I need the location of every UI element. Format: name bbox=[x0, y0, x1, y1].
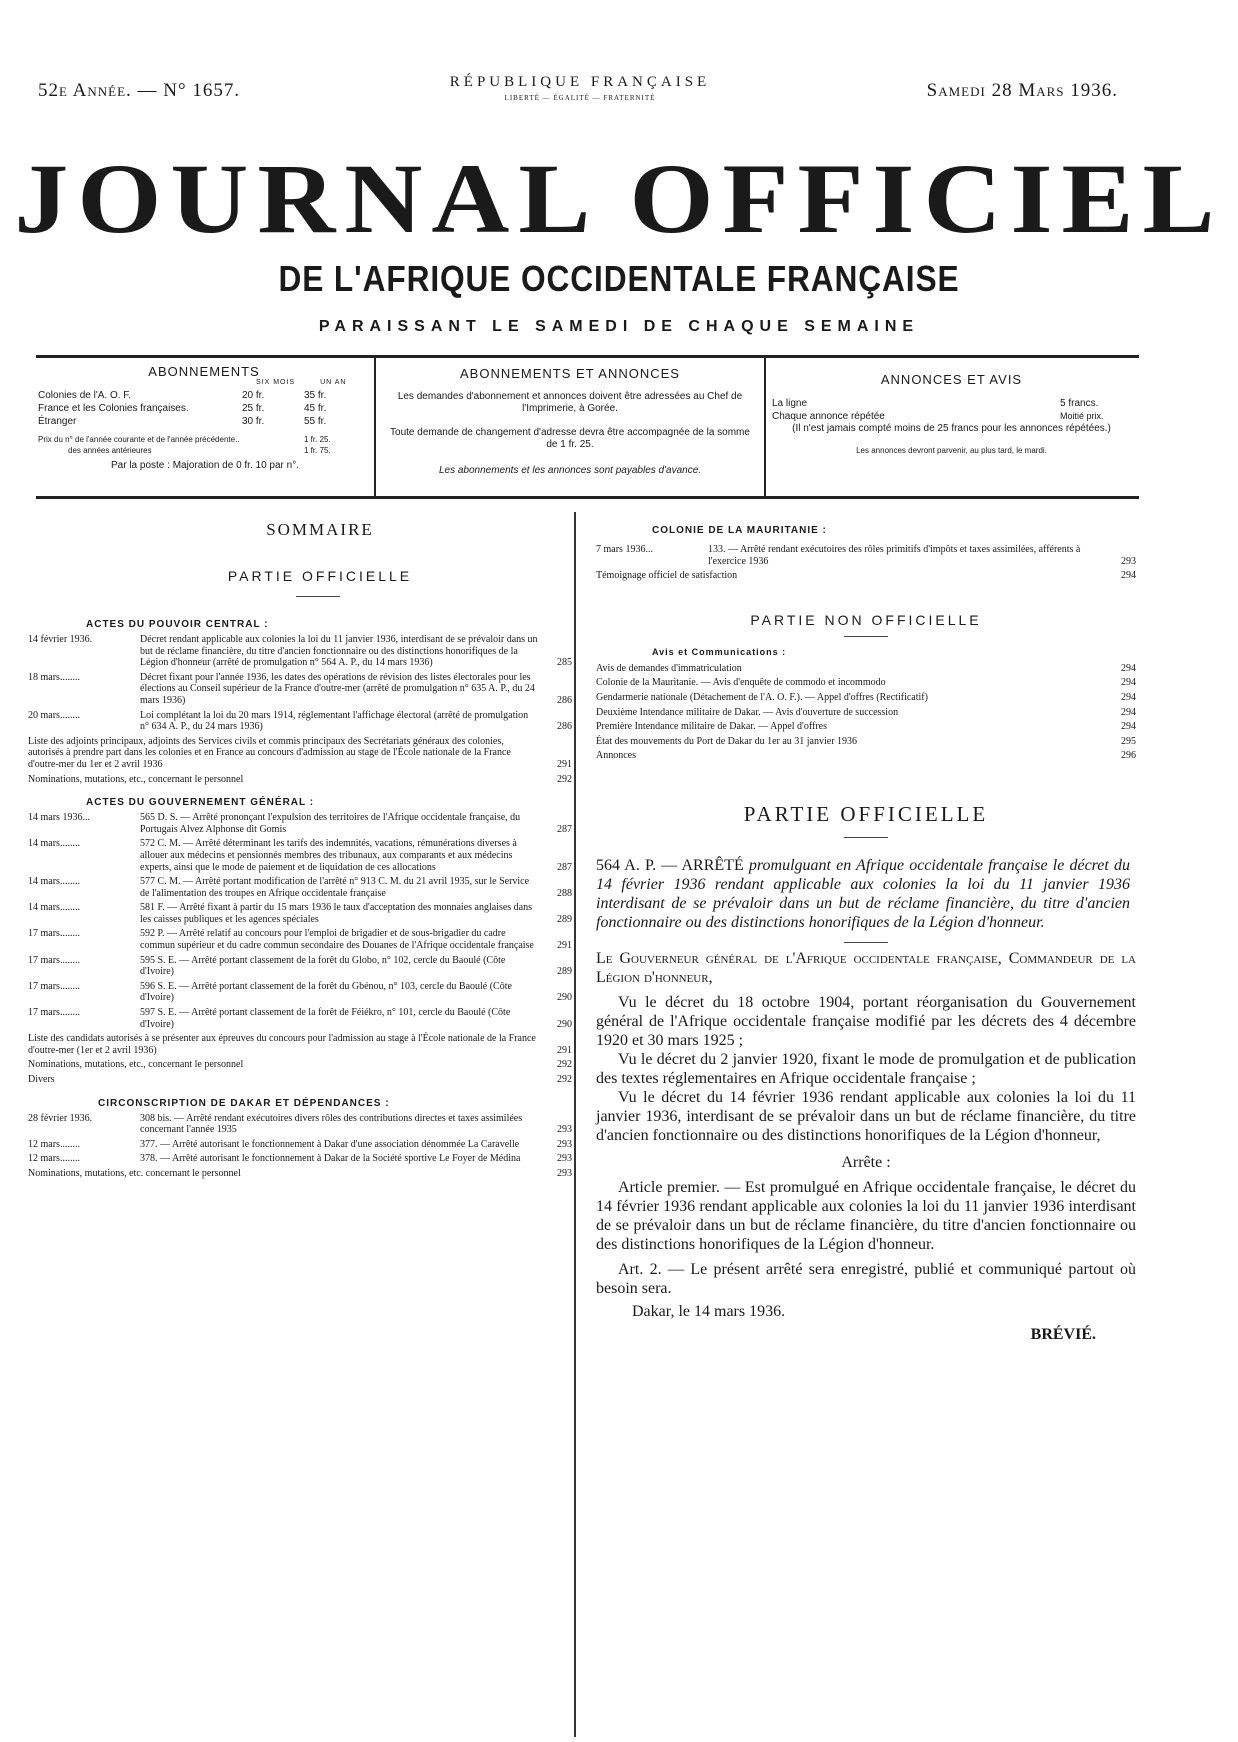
journal-subtitle: DE L'AFRIQUE OCCIDENTALE FRANÇAISE bbox=[278, 258, 960, 299]
entry-text: Liste des adjoints principaux, adjoints des Services civils et commis principaux des Secrétariats généraux des colonies, autorisés à prendre part dans les colonies et en France au concours d'admission au stage de l'École nationale de la France d'outre-mer du 1er et 2 avril 1936 bbox=[28, 735, 511, 770]
pouvoir-central-list bbox=[28, 634, 572, 785]
entry-text: Nominations, mutations, etc., concernant le personnel bbox=[28, 1059, 244, 1071]
entry-text: Nominations, mutations, etc. concernant le personnel bbox=[28, 1167, 241, 1179]
republic-label: RÉPUBLIQUE FRANÇAISE bbox=[449, 74, 711, 90]
sommaire-entry bbox=[28, 1168, 572, 1180]
place-date: Dakar, le 14 mars 1936. bbox=[632, 1302, 786, 1320]
entry-text: Deuxième Intendance militaire de Dakar. — Avis d'ouverture de succession bbox=[596, 706, 899, 718]
entry-text: Liste des candidats autorisés à se présenter aux épreuves du concours pour l'admission au stage à l'École nationale de la France d'outre-mer (1er et 2 avril 1936) bbox=[28, 1033, 536, 1056]
sommaire-entry bbox=[596, 544, 1136, 567]
entry-page: 294 bbox=[1121, 721, 1136, 733]
annonces-box bbox=[764, 358, 1139, 496]
price-current-label: Prix du n° de l'année courante et de l'année précédente.. bbox=[38, 435, 240, 444]
deadline-note: Les annonces devront parvenir, au plus tard, le mardi. bbox=[856, 446, 1047, 455]
entry-text: Avis de demandes d'immatriculation bbox=[596, 662, 742, 674]
subscription-row bbox=[38, 415, 372, 428]
sommaire-entry bbox=[28, 710, 572, 733]
subscription-band bbox=[36, 355, 1139, 499]
entry-text: Loi complétant la loi du 20 mars 1914, réglementant l'affichage électoral (arrêté de promulgation n° 634 A. P., du 24 mars 1936) bbox=[140, 709, 529, 733]
entry-text: Colonie de la Mauritanie. — Avis d'enquête de commodo et incommodo bbox=[596, 677, 886, 689]
journal-tagline: PARAISSANT LE SAMEDI DE CHAQUE SEMAINE bbox=[318, 318, 920, 335]
entry-text: 577 C. M. — Arrêté portant modification de l'arrêté n° 913 C. M. du 21 avril 1935, sur le Service de l'alimentation des troupes en Afrique occidentale française bbox=[140, 876, 530, 899]
avis-heading: Avis et Communications : bbox=[652, 646, 787, 657]
entry-date: 14 mars........ bbox=[28, 902, 80, 914]
entry-text: Nominations, mutations, etc., concernant le personnel bbox=[28, 773, 244, 785]
sommaire-title: SOMMAIRE bbox=[266, 520, 374, 539]
sommaire-entry bbox=[28, 1074, 572, 1086]
col-one-year: UN AN bbox=[320, 379, 347, 386]
row-label: Colonies de l'A. O. F. bbox=[38, 390, 132, 401]
entry-text: 378. — Arrêté autorisant le fonctionnement à Dakar de la Société sportive Le Foyer de Médina bbox=[140, 1153, 521, 1165]
arrete-label: Arrête : bbox=[841, 1153, 891, 1171]
vu-decree-1936: Vu le décret du 14 février 1936 rendant applicable aux colonies la loi du 11 janvier 1936, interdisant de se prévaloir dans un but de réclame financière, du titre d'ancien fonctionnaire ou des distinctions honorifiques de la Légion d'honneur, bbox=[596, 1088, 1136, 1144]
entry-text: 308 bis. — Arrêté rendant exécutoires divers rôles des contributions directes et taxes assimilées concernant l'année 1935 bbox=[140, 1112, 523, 1136]
entry-page: 291 bbox=[557, 1044, 572, 1056]
entry-date: 7 mars 1936... bbox=[596, 544, 653, 555]
sommaire-entry bbox=[28, 736, 572, 771]
entry-date: 14 mars 1936... bbox=[28, 812, 90, 824]
sommaire-entry bbox=[28, 1033, 572, 1056]
entry-page: 293 bbox=[1121, 555, 1136, 567]
price-current-value: 1 fr. 25. bbox=[304, 435, 331, 444]
article-ref: 564 A. P. — ARRÊTÉ bbox=[596, 856, 744, 874]
entry-page: 289 bbox=[557, 913, 572, 925]
entry-text: Gendarmerie nationale (Détachement de l'A. O. F.). — Appel d'offres (Rectificatif) bbox=[596, 691, 928, 703]
postal-surcharge: Par la poste : Majoration de 0 fr. 10 par n°. bbox=[111, 460, 299, 471]
separator bbox=[844, 942, 888, 943]
issue-date: Samedi 28 Mars 1936. bbox=[926, 80, 1118, 101]
entry-page: 290 bbox=[557, 1018, 572, 1030]
rate-value: 5 francs. bbox=[1060, 398, 1099, 409]
price-current-row bbox=[38, 434, 372, 445]
signature: BRÉVIÉ. bbox=[1030, 1325, 1096, 1343]
dakar-list bbox=[28, 1113, 572, 1180]
sommaire-entry bbox=[596, 750, 1136, 762]
sommaire-entry bbox=[596, 736, 1136, 748]
right-column bbox=[596, 525, 1136, 1344]
mauritanie-list bbox=[596, 544, 1136, 582]
entry-page: 294 bbox=[1121, 706, 1136, 718]
governor-line: Le Gouverneur général de l'Afrique occidentale française, Commandeur de la Légion d'honneur, bbox=[596, 949, 1136, 986]
sommaire-entry bbox=[596, 707, 1136, 719]
subscriptions-box bbox=[36, 358, 372, 496]
sommaire-entry bbox=[596, 677, 1136, 689]
entry-text: 565 D. S. — Arrêté prononçant l'expulsion des territoires de l'Afrique occidentale française, du Portugais Alvez Alphonse dit Gomis bbox=[140, 812, 521, 835]
entry-page: 285 bbox=[557, 657, 572, 669]
entry-date: 17 mars........ bbox=[28, 954, 80, 966]
sommaire-entry bbox=[28, 1007, 572, 1030]
gouvernement-heading: ACTES DU GOUVERNEMENT GÉNÉRAL : bbox=[86, 797, 315, 809]
sommaire-entry bbox=[28, 876, 572, 899]
entry-page: 293 bbox=[557, 1167, 572, 1179]
entry-text: 572 C. M. — Arrêté déterminant les tarifs des indemnités, vacations, rémunérations diverses à allouer aux médecins et pensionnés membres des tribunaux, aux comparants et aux médecins experts, ainsi que le mode de paiement et de liquidation de ces allocations bbox=[140, 838, 517, 873]
entry-text: 581 F. — Arrêté fixant à partir du 15 mars 1936 le taux d'acceptation des monnaies anglaises dans les caisses publiques et les agences spéciales bbox=[140, 902, 533, 925]
row-year: 55 fr. bbox=[304, 416, 327, 427]
rate-label: Chaque annonce répétée bbox=[772, 411, 885, 422]
entry-page: 296 bbox=[1121, 750, 1136, 762]
abonnements-annonces-box bbox=[374, 358, 766, 496]
pouvoir-central-heading: ACTES DU POUVOIR CENTRAL : bbox=[86, 619, 269, 630]
entry-text: Première Intendance militaire de Dakar. — Appel d'offres bbox=[596, 721, 827, 733]
subscription-column-headers bbox=[256, 379, 366, 386]
non-officielle-title: PARTIE NON OFFICIELLE bbox=[750, 611, 982, 628]
entry-date: 12 mars........ bbox=[28, 1153, 80, 1165]
entry-page: 292 bbox=[557, 1074, 572, 1085]
row-year: 35 fr. bbox=[304, 390, 327, 401]
price-older-row bbox=[38, 445, 372, 456]
sommaire-entry bbox=[596, 721, 1136, 733]
row-label: Étranger bbox=[38, 416, 77, 427]
sommaire-entry bbox=[596, 663, 1136, 675]
dakar-heading: CIRCONSCRIPTION DE DAKAR ET DÉPENDANCES : bbox=[98, 1097, 390, 1109]
entry-page: 286 bbox=[557, 694, 572, 706]
payment-notice: Les abonnements et les annonces sont payables d'avance. bbox=[438, 465, 702, 476]
entry-date: 12 mars........ bbox=[28, 1138, 80, 1150]
article-section-title: PARTIE OFFICIELLE bbox=[743, 801, 989, 826]
price-older-label: des années antérieures bbox=[68, 446, 152, 455]
annonce-rate-row bbox=[772, 397, 1131, 410]
entry-date: 17 mars........ bbox=[28, 1007, 80, 1019]
entry-text: Décret fixant pour l'année 1936, les dates des opérations de révision des listes électorales pour les élections au Conseil supérieur de la France d'outre-mer (arrêté de promulgation n° 635 A. P., du 24 mars 1936) bbox=[140, 671, 535, 706]
sommaire-entry bbox=[28, 774, 572, 786]
partie-officielle-label: PARTIE OFFICIELLE bbox=[227, 568, 413, 584]
article-1: Article premier. — Est promulgué en Afrique occidentale française, le décret du 14 février 1936 rendant applicable aux colonies la loi du 11 janvier 1936 interdisant de se prévaloir dans un but de réclame financière, du titre d'ancien fonctionnaire ou des distinctions honorifiques de la Légion d'honneur. bbox=[596, 1178, 1136, 1253]
entry-date: 20 mars........ bbox=[28, 709, 80, 721]
sommaire-entry bbox=[28, 634, 572, 669]
separator bbox=[844, 837, 888, 838]
sommaire-entry bbox=[28, 838, 572, 873]
entry-page: 291 bbox=[557, 758, 572, 770]
sommaire-entry bbox=[28, 672, 572, 707]
entry-text: 595 S. E. — Arrêté portant classement de la forêt du Globo, n° 102, cercle du Baoulé (Côte d'Ivoire) bbox=[140, 954, 506, 978]
entry-page: 293 bbox=[557, 1153, 572, 1165]
entry-date: 17 mars........ bbox=[28, 928, 80, 940]
annonce-rate-row bbox=[772, 410, 1131, 423]
vu-decree-1904: Vu le décret du 18 octobre 1904, portant réorganisation du Gouvernement général de l'Afrique occidentale française modifié par les décrets des 4 décembre 1920 et 30 mars 1925 ; bbox=[596, 993, 1136, 1049]
article-2: Art. 2. — Le présent arrêté sera enregistré, publié et communiqué partout où besoin sera. bbox=[596, 1260, 1136, 1297]
entry-text: 133. — Arrêté rendant exécutoires des rôles primitifs d'impôts et taxes assimilées, afférents à l'exercice 1936 bbox=[708, 544, 1081, 567]
republic-motto: LIBERTÉ — ÉGALITÉ — FRATERNITÉ bbox=[504, 94, 656, 102]
entry-date: 28 février 1936. bbox=[28, 1112, 93, 1124]
entry-page: 294 bbox=[1121, 677, 1136, 689]
sommaire-column bbox=[28, 520, 572, 1183]
subscription-row bbox=[38, 389, 372, 402]
entry-date: 14 février 1936. bbox=[28, 634, 93, 645]
entry-page: 292 bbox=[557, 1059, 572, 1071]
address-notice: Les demandes d'abonnement et annonces doivent être adressées au Chef de l'Imprimerie, à Gorée. bbox=[397, 391, 743, 414]
sommaire-entry bbox=[28, 981, 572, 1004]
entry-page: 294 bbox=[1121, 662, 1136, 674]
sommaire-entry bbox=[28, 902, 572, 925]
entry-date: 17 mars........ bbox=[28, 980, 80, 992]
entry-date: 14 mars........ bbox=[28, 876, 80, 888]
sommaire-entry bbox=[28, 812, 572, 835]
article-heading bbox=[596, 856, 1136, 932]
row-label: France et les Colonies françaises. bbox=[38, 403, 189, 414]
sommaire-entry bbox=[596, 692, 1136, 704]
row-six: 20 fr. bbox=[242, 390, 265, 401]
entry-text: Décret rendant applicable aux colonies la loi du 11 janvier 1936, interdisant de se prévaloir dans un but de réclame financière, du titre d'ancien fonctionnaire ou des distinctions honorifiques de la Légion d'honneur (arrêté de promulgation n° 564 A. P., du 14 mars 1936) bbox=[140, 634, 538, 669]
entry-date: 18 mars........ bbox=[28, 671, 80, 683]
entry-page: 293 bbox=[557, 1138, 572, 1150]
row-six: 25 fr. bbox=[242, 403, 265, 414]
entry-page: 286 bbox=[557, 721, 572, 733]
entry-text: 592 P. — Arrêté relatif au concours pour l'emploi de brigadier et de sous-brigadier du cadre commun supérieur et du cadre commun secondaire des Douanes de l'Afrique occidentale française bbox=[140, 928, 534, 952]
entry-page: 294 bbox=[1121, 691, 1136, 703]
entry-text: 597 S. E. — Arrêté portant classement de la forêt de Féiékro, n° 101, cercle du Baoulé (Côte d'Ivoire) bbox=[140, 1007, 511, 1030]
entry-page: 292 bbox=[557, 773, 572, 785]
entry-page: 293 bbox=[557, 1124, 572, 1136]
annonces-heading: ANNONCES ET AVIS bbox=[880, 372, 1023, 387]
column-divider bbox=[574, 512, 576, 1737]
separator bbox=[844, 636, 888, 637]
abonnements-annonces-heading: ABONNEMENTS ET ANNONCES bbox=[460, 366, 680, 381]
entry-page: 291 bbox=[557, 940, 572, 952]
change-address-notice: Toute demande de changement d'adresse devra être accompagnée de la somme de 1 fr. 25. bbox=[390, 427, 750, 450]
entry-text: 596 S. E. — Arrêté portant classement de la forêt du Gbénou, n° 103, cercle du Baoulé (Côte d'Ivoire) bbox=[140, 980, 512, 1004]
issue-number: 52e Année. — N° 1657. bbox=[38, 80, 241, 101]
entry-page: 294 bbox=[1121, 570, 1136, 582]
entry-page: 287 bbox=[557, 823, 572, 835]
sommaire-entry bbox=[28, 1153, 572, 1165]
rate-label: La ligne bbox=[772, 398, 808, 409]
entry-text: Témoignage officiel de satisfaction bbox=[596, 570, 738, 582]
entry-text: 377. — Arrêté autorisant le fonctionnement à Dakar d'une association dénommée La Caravelle bbox=[140, 1138, 520, 1150]
avis-list bbox=[596, 663, 1136, 762]
entry-page: 287 bbox=[557, 861, 572, 873]
republic-header bbox=[400, 74, 760, 102]
mauritanie-heading: COLONIE DE LA MAURITANIE : bbox=[652, 525, 827, 536]
sommaire-entry bbox=[28, 955, 572, 978]
entry-page: 290 bbox=[557, 992, 572, 1004]
row-six: 30 fr. bbox=[242, 416, 265, 427]
entry-page: 295 bbox=[1121, 735, 1136, 747]
sommaire-entry bbox=[28, 1059, 572, 1071]
minimum-note: (Il n'est jamais compté moins de 25 francs pour les annonces répétées.) bbox=[792, 423, 1111, 434]
sommaire-entry bbox=[28, 1113, 572, 1136]
sommaire-entry bbox=[596, 570, 1136, 582]
sommaire-entry bbox=[28, 1139, 572, 1151]
entry-text: Divers bbox=[28, 1074, 55, 1085]
entry-date: 14 mars........ bbox=[28, 838, 80, 850]
article-heading-text: promulguant en Afrique occidentale française le décret du 14 février 1936 rendant applicable aux colonies la loi du 11 janvier 1936 interdisant de se prévaloir dans un but de réclame financière, du titre d'ancien fonctionnaire ou des distinctions honorifiques de la Légion d'honneur. bbox=[596, 856, 1130, 931]
entry-text: Annonces bbox=[596, 750, 636, 762]
gouvernement-list bbox=[28, 812, 572, 1085]
price-older-value: 1 fr. 75. bbox=[304, 446, 331, 455]
vu-decree-1920: Vu le décret du 2 janvier 1920, fixant le mode de promulgation et de publication des textes réglementaires en Afrique occidentale française ; bbox=[596, 1050, 1136, 1087]
entry-text: État des mouvements du Port de Dakar du 1er au 31 janvier 1936 bbox=[596, 735, 858, 747]
rate-value: Moitié prix. bbox=[1060, 411, 1104, 421]
subscription-row bbox=[38, 402, 372, 415]
journal-title: JOURNAL OFFICIEL bbox=[14, 144, 1224, 255]
row-year: 45 fr. bbox=[304, 403, 327, 414]
entry-page: 289 bbox=[557, 966, 572, 978]
entry-page: 288 bbox=[557, 887, 572, 899]
subscriptions-heading: ABONNEMENTS bbox=[148, 364, 260, 379]
sommaire-entry bbox=[28, 928, 572, 951]
separator bbox=[296, 596, 340, 597]
col-six-months: SIX MOIS bbox=[256, 379, 296, 386]
